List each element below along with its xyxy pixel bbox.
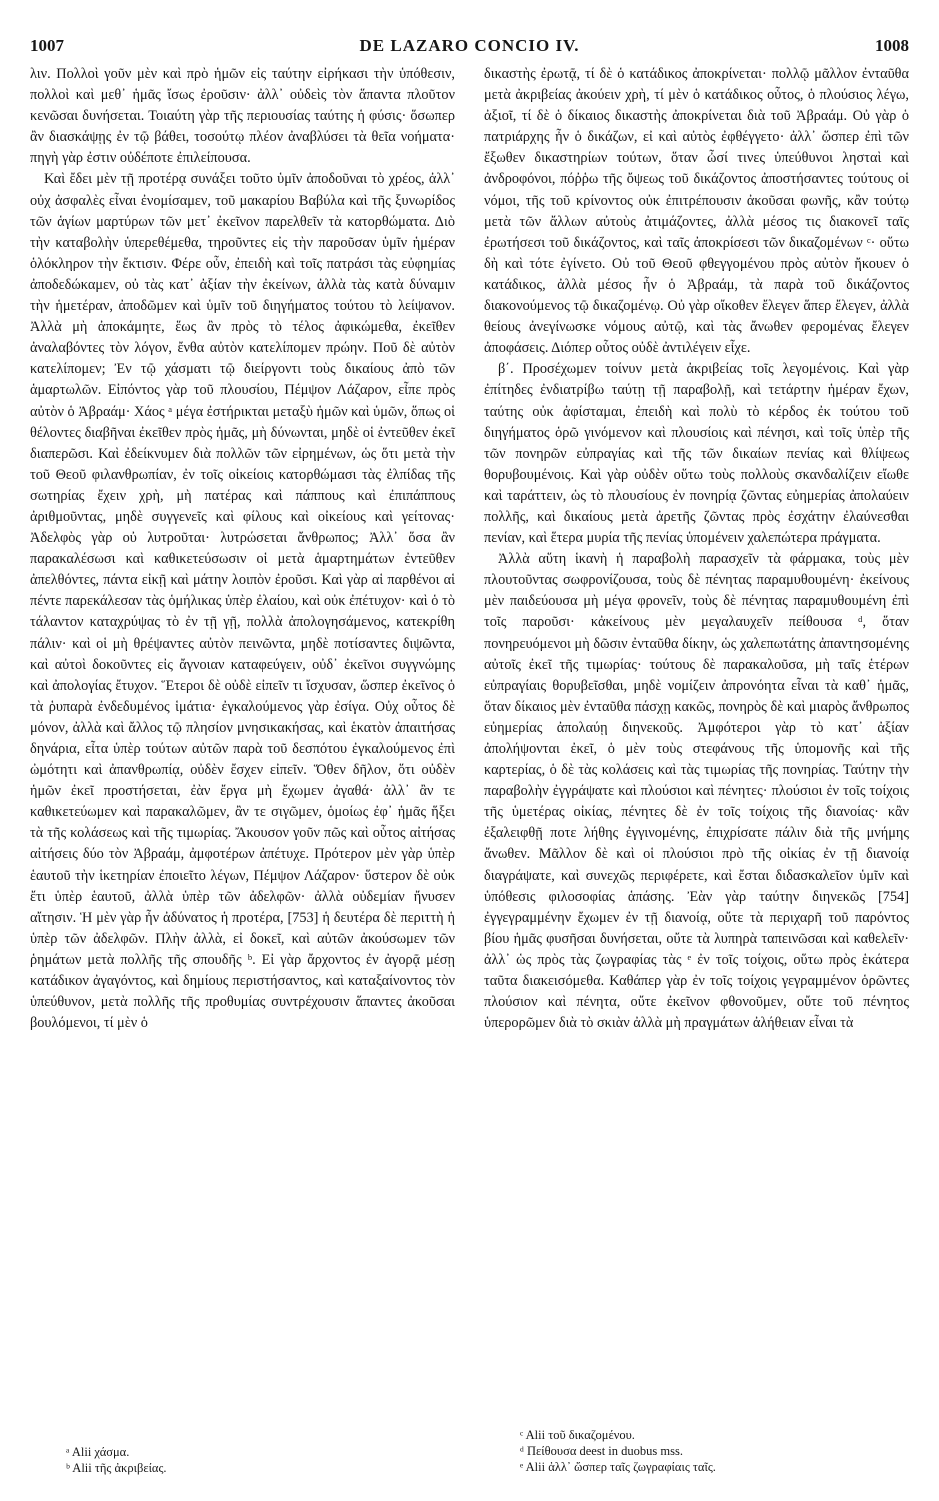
left-column — [30, 64, 455, 1034]
footnote-e: ᵉ Alii ἀλλ᾽ ὥσπερ ταῖς ζωγραφίαις ταῖς. — [520, 1460, 716, 1474]
footnote-c: ᶜ Alii τοῦ δικαζομένου. — [520, 1428, 635, 1442]
right-paragraph-2: β΄. Προσέχωμεν τοίνυν μετὰ ἀκριβείας τοῖς λεγομένοις. Καὶ γὰρ ἐπίτηδες ἐνδιατρίβω ταύτῃ τῇ παραβολῇ, καὶ τετάρτην ἡμέραν ἔχων, ταύτης οὐκ ἀφίσταμαι, ἐπειδὴ καὶ πολὺ τὸ κέρδος ἐκ τούτου τοῦ διηγήματος ὁρῶ γινόμενον καὶ πλουσίοις καὶ πένησι, καὶ τοῖς ὑπὲρ τῆς τῶν πονηρῶν εὐπραγίας καὶ τῆς τῶν δικαίων πενίας καὶ θλίψεως θορυβουμένοις. Καὶ γὰρ οὐδὲν οὕτω τοὺς πολλοὺς σκανδαλίζειν εἴωθε καὶ ταράττειν, ὡς τὸ πλουσίους ἐν πονηρίᾳ ζῶντας εὐημερίας ἀπολαύειν πολλῆς, καὶ δικαίους μετὰ ἀρετῆς ζῶντας πρὸς ἐσχάτην ἐλαύνεσθαι πενίαν, καὶ ἕτερα μυρία τῆς πενίας ὑπομένειν χαλεπώτερα πράγματα. — [484, 361, 909, 547]
right-paragraph-1: δικαστὴς ἐρωτᾷ, τί δὲ ὁ κατάδικος ἀποκρίνεται· πολλῷ μᾶλλον ἐνταῦθα μετὰ ἀκριβείας ἀκούειν χρὴ, τί μὲν ὁ κατάδικος οὗτος, ὁ πλούσιος λέγω, ἀξιοῖ, τί δὲ ὁ δίκαιος δικαστὴς ἀποκρίνεται διὰ τοῦ Ἀβραάμ. Οὐ γὰρ ὁ πατριάρχης ἦν ὁ δικάζων, εἰ καὶ αὐτὸς ἐφθέγγετο· ἀλλ᾽ ὥσπερ ἐπὶ τῶν ἔξωθεν δικαστηρίων τούτων, ὅταν ὦσί τινες ὑπεύθυνοι λησταὶ καὶ ἀνδροφόνοι, πόῤῥω τῆς ὄψεως τοῦ δικάζοντος ἀποστήσαντες τούτους οἱ νόμοι, τῆς τοῦ κρίνοντος οὐκ ἐπιτρέπουσιν ἀκοῦσαι φωνῆς, κἂν τούτῳ μετὰ τῶν ἄλλων αὐτοὺς ἀτιμάζοντες, ἀλλὰ μέσος τις διακονεῖ ταῖς ἐρωτήσεσι τοῦ δικάζοντος, καὶ ταῖς ἀποκρίσεσι τῶν δικαζομένων ᶜ· οὕτω δὴ καὶ τότε ἐγίνετο. Οὐ τοῦ Θεοῦ φθεγγομένου πρὸς αὐτὸν ἤκουεν ὁ κατάδικος, ἀλλὰ μέσος ἦν ὁ Ἀβραάμ, τὰ παρὰ τοῦ δικάζοντος διακονούμενος τῷ δικαζομένῳ. Οὐ γὰρ οἴκοθεν ἔλεγεν ἅπερ ἔλεγεν, ἀλλὰ θείους ἀνεγίνωσκε νόμους αὐτῷ, καὶ τὰς ἄνωθεν φερομένας ἔλεγεν ἀποφάσεις. Διόπερ οὗτος οὐδὲ ἀντιλέγειν εἶχε. — [484, 66, 909, 357]
running-title: DE LAZARO CONCIO IV. — [359, 36, 580, 55]
running-header — [30, 36, 909, 58]
left-footnotes — [30, 1444, 455, 1476]
footnote-b: ᵇ Alii τῆς ἀκριβείας. — [66, 1461, 167, 1475]
footnote-d: ᵈ Πείθουσα deest in duobus mss. — [520, 1444, 683, 1458]
right-footnotes — [484, 1427, 909, 1475]
footnote-a: ᵃ Alii χάσμα. — [66, 1445, 130, 1459]
left-paragraph-1: λιν. Πολλοὶ γοῦν μὲν καὶ πρὸ ἡμῶν εἰς ταύτην εἰρήκασι τὴν ὑπόθεσιν, πολλοὶ καὶ μεθ᾽ ἡμᾶς ἴσως ἐροῦσιν· ἀλλ᾽ οὐδεὶς τὸν ἅπαντα πλοῦτον κενῶσαι δυνήσεται. Τοιαύτη γὰρ τῆς περιουσίας ταύτης ἡ φύσις· ὅσωπερ ἂν διασκάψῃς ἐν τῷ βάθει, τοσούτῳ πλέον ἀναβλύσει τὰ θεῖα νοήματα· πηγὴ γὰρ ἐστιν οὐδέποτε ἐπιλείπουσα. — [30, 66, 455, 167]
right-paragraph-3: Ἀλλὰ αὕτη ἱκανὴ ἡ παραβολὴ παρασχεῖν τὰ φάρμακα, τοὺς μὲν πλουτοῦντας σωφρονίζουσα, τοὺς δὲ πένητας παραμυθουμένη· ἐκείνους μὲν παιδεύουσα μὴ μέγα φρονεῖν, τοὺς δὲ πένητας παραμυθουμένη ἐπὶ τοῖς παροῦσι· κἀκείνους μὲν μεγαλαυχεῖν πείθουσα ᵈ, ὅταν πονηρευόμενοι μὴ δῶσιν ἐνταῦθα δίκην, ὡς χαλεπωτάτης ἀπαντησομένης αὐτοῖς ἐκεῖ τῆς τιμωρίας· τούτους δὲ παρακαλοῦσα, μὴ ταῖς ἑτέρων εὐπραγίαις θορυβεῖσθαι, μηδὲ νομίζειν ἀπρονόητα εἶναι τὰ καθ᾽ ἡμᾶς, ὅταν δίκαιος μὲν ἐνταῦθα πάσχῃ κακῶς, πονηρὸς δὲ καὶ μιαρὸς ἄνθρωπος εὐημερίας ἀπολαύῃ διηνεκοῦς. Ἀμφότεροι γὰρ τὸ κατ᾽ ἀξίαν ἀπολήψονται ἐκεῖ, ὁ μὲν τοὺς στεφάνους τῆς ὑπομονῆς καὶ τῆς καρτερίας, ὁ δὲ τὰς κολάσεις καὶ τὰς τιμωρίας τῆς πονηρίας. Ταύτην τὴν παραβολὴν ἐγγράψατε καὶ πλούσιοι καὶ πένητες· πλούσιοι ἐν τοῖς τοίχοις τῆς ὑμετέρας οἰκίας, πένητες δὲ ἐν τοῖς τοίχοις τῆς διανοίας· κἂν ἐξαλειφθῇ ποτε λήθης ἐγγινομένης, ἐπιχρίσατε πάλιν διὰ τῆς μνήμης ἄνωθεν. Μᾶλλον δὲ καὶ οἱ πλούσιοι πρὸ τῆς οἰκίας ἐν τῇ διανοίᾳ διαγράψατε, καὶ συνεχῶς περιφέρετε, καὶ ἔσται διδασκαλεῖον ὑμῖν καὶ ὑπόθεσις φιλοσοφίας ἁπάσης. Ἐὰν γὰρ ταύτην διηνεκῶς [754] ἐγγεγραμμένην ἔχωμεν ἐν τῇ διανοίᾳ, οὔτε τὰ περιχαρῆ τοῦ παρόντος βίου ἡμᾶς φυσῆσαι δυνήσεται, οὔτε τὰ λυπηρὰ ταπεινῶσαι καὶ καθελεῖν· ἀλλ᾽ ὡς πρὸς τὰς ζωγραφίας τὰς ᵉ ἐν τοῖς τοίχοις, οὕτω πρὸς ἑκάτερα ταῦτα διακεισόμεθα. Καθάπερ γὰρ ἐν τοῖς τοίχοις γεγραμμένον ὁρῶντες πλούσιον καὶ πένητα, οὔτε ἐκεῖνον φθονοῦμεν, οὔτε τοῦ πένητος ὑπερορῶμεν διὰ τὸ σκιὰν ἀλλὰ μὴ πραγμάτων ἀλήθειαν εἶναι τὰ — [484, 551, 909, 1032]
page-number-left: 1007 — [30, 36, 64, 55]
right-column — [484, 64, 909, 1034]
page-number-right: 1008 — [875, 36, 909, 55]
left-paragraph-2: Καὶ ἔδει μὲν τῇ προτέρᾳ συνάξει τοῦτο ὑμῖν ἀποδοῦναι τὸ χρέος, ἀλλ᾽ οὐχ ἀσφαλὲς εἶναι ἐνομίσαμεν, τοῦ μακαρίου Βαβύλα καὶ τῆς ξυνωρίδος τῶν ἁγίων μαρτύρων τῶν μετ᾽ ἐκεῖνον παρελθεῖν τὰ κατορθώματα. Διὸ τὴν καταβολὴν ὑπερεθέμεθα, τηροῦντες εἰς τὴν παροῦσαν ὑμῖν ἡμέραν ὁλόκληρον τὴν ἔκτισιν. Φέρε οὖν, ἐπειδὴ καὶ τοῖς πατράσι τὰς εὐφημίας ἀποδεδώκαμεν, οὐ τὰς κατ᾽ ἀξίαν τὴν ἐκείνων, ἀλλὰ τὰς κατὰ δύναμιν τὴν ἡμετέραν, ἀποδῶμεν καὶ ὑμῖν τοῦ διηγήματος τούτου τὸ λείψανον. Ἀλλὰ μὴ ἀποκάμητε, ἕως ἂν πρὸς τὸ τέλος ἀφικώμεθα, ἐκεῖθεν ἀναλαβόντες τὸν λόγον, ἔνθα αὐτὸν κατελίπομεν πρώην. Ποῦ δὲ αὐτὸν κατελίπομεν; Ἐν τῷ χάσματι τῷ διείργοντι τοὺς δικαίους ἀπὸ τῶν ἁμαρτωλῶν. Εἰπόντος γὰρ τοῦ πλουσίου, Πέμψον Λάζαρον, εἶπε πρὸς αὐτὸν ὁ Ἀβραάμ· Χάος ᵃ μέγα ἐστήρικται μεταξὺ ἡμῶν καὶ ὑμῶν, ὅπως οἱ θέλοντες διαβῆναι ἐκεῖθεν πρὸς ἡμᾶς, μὴ δύνωνται, μηδὲ οἱ ἐντεῦθεν ἐκεῖ διαπερῶσι. Καὶ ἐδείκνυμεν διὰ πολλῶν τῶν εἰρημένων, ὡς ὅτι μετὰ τὴν τοῦ Θεοῦ φιλανθρωπίαν, ἐν τοῖς οἰκείοις κατορθώμασι τὰς ἐλπίδας τῆς σωτηρίας ἔχειν χρὴ, μὴ πατέρας καὶ πάππους καὶ ἐπιπάππους ἀριθμοῦντας, μηδὲ συγγενεῖς καὶ φίλους καὶ οἰκείους καὶ γείτονας· Ἀδελφὸς γὰρ οὐ λυτροῦται· λυτρώσεται ἄνθρωπος; Ἀλλ᾽ ὅσα ἂν παρακαλέσωσι καὶ καθικετεύσωσιν οἱ μετὰ ἁμαρτημάτων ἐντεῦθεν ἀπελθόντες, πάντα εἰκῇ καὶ μάτην λοιπὸν ἐροῦσι. Καὶ γὰρ αἱ παρθένοι αἱ πέντε παρεκάλεσαν τὰς ὁμήλικας ὑπὲρ ἐλαίου, καὶ οὐκ ἐπέτυχον· καὶ ὁ τὸ τάλαντον καταχρύψας τὸ ἐν τῇ γῇ, πολλὰ ἀπολογησάμενος, κατεκρίθη πάλιν· καὶ οἱ μὴ θρέψαντες αὐτὸν πεινῶντα, μηδὲ ποτίσαντες διψῶντα, καὶ αὐτοὶ δοκοῦντες εἰς ἄγνοιαν καταφεύγειν, οὐδ᾽ ἐκεῖνοι συγγνώμης καὶ ἀπολογίας ἔτυχον. Ἕτεροι δὲ οὐδὲ εἰπεῖν τι ἴσχυσαν, ὥσπερ ἐκεῖνος ὁ τὰ ῥυπαρὰ ἐνδεδυμένος ἱμάτια· ἐγκαλούμενος γὰρ ἐσίγα. Οὐχ οὗτος δὲ μόνον, ἀλλὰ καὶ ἄλλος τῷ πλησίον μνησικακήσας, καὶ ἑκατὸν ἀπαιτήσας δηνάρια, εἶτα ὑπὲρ τούτων αὐτῶν παρὰ τοῦ δεσπότου ἐγκαλούμενος ἐπὶ ὠμότητι καὶ ἀπανθρωπίᾳ, οὐδὲν ἔσχεν εἰπεῖν. Ὅθεν δῆλον, ὅτι οὐδὲν ἡμῶν ἐκεῖ προστήσεται, ἐὰν ἔργα μὴ ἔχωμεν ἀγαθά· ἀλλ᾽ ἂν τε καθικετεύωμεν καὶ παρακαλῶμεν, ἂν τε σιγῶμεν, ὁμοίως ἐφ᾽ ἡμᾶς ἥξει τὰ τῆς κολάσεως καὶ τῆς τιμωρίας. Ἄκουσον γοῦν πῶς καὶ οὗτος αἰτήσας αἰτήσεις δύο τὸν Ἀβραάμ, ἀμφοτέρων ἀπέτυχε. Πρότερον μὲν γὰρ ὑπὲρ ἑαυτοῦ τὴν ἱκετηρίαν ἐποιεῖτο λέγων, Πέμψον Λάζαρον· ὕστερον δὲ οὐκ ἔτι ὑπὲρ ἑαυτοῦ, ἀλλὰ ὑπὲρ τῶν ἀδελφῶν· ἀλλὰ οὐδεμίαν ἤνυσεν αἴτησιν. Ἡ μὲν γὰρ ἦν ἀδύνατος ἡ προτέρα, [753] ἡ δευτέρα δὲ περιττὴ ἡ ὑπὲρ τῶν ἀδελφῶν. Πλὴν ἀλλὰ, εἰ δοκεῖ, καὶ αὐτῶν ἀκούσωμεν τῶν ῥημάτων μετὰ πολλῆς τῆς σπουδῆς ᵇ. Εἰ γὰρ ἄρχοντος ἐν ἀγορᾷ μέσῃ κατάδικον ἀγαγόντος, καὶ δημίους περιστήσαντος, καὶ καταξαίνοντος τὸν ὑπεύθυνον, μετὰ πολλῆς τῆς προθυμίας συντρέχουσιν ἅπαντες ἀκοῦσαι βουλόμενοι, τί μὲν ὁ — [30, 171, 455, 1032]
